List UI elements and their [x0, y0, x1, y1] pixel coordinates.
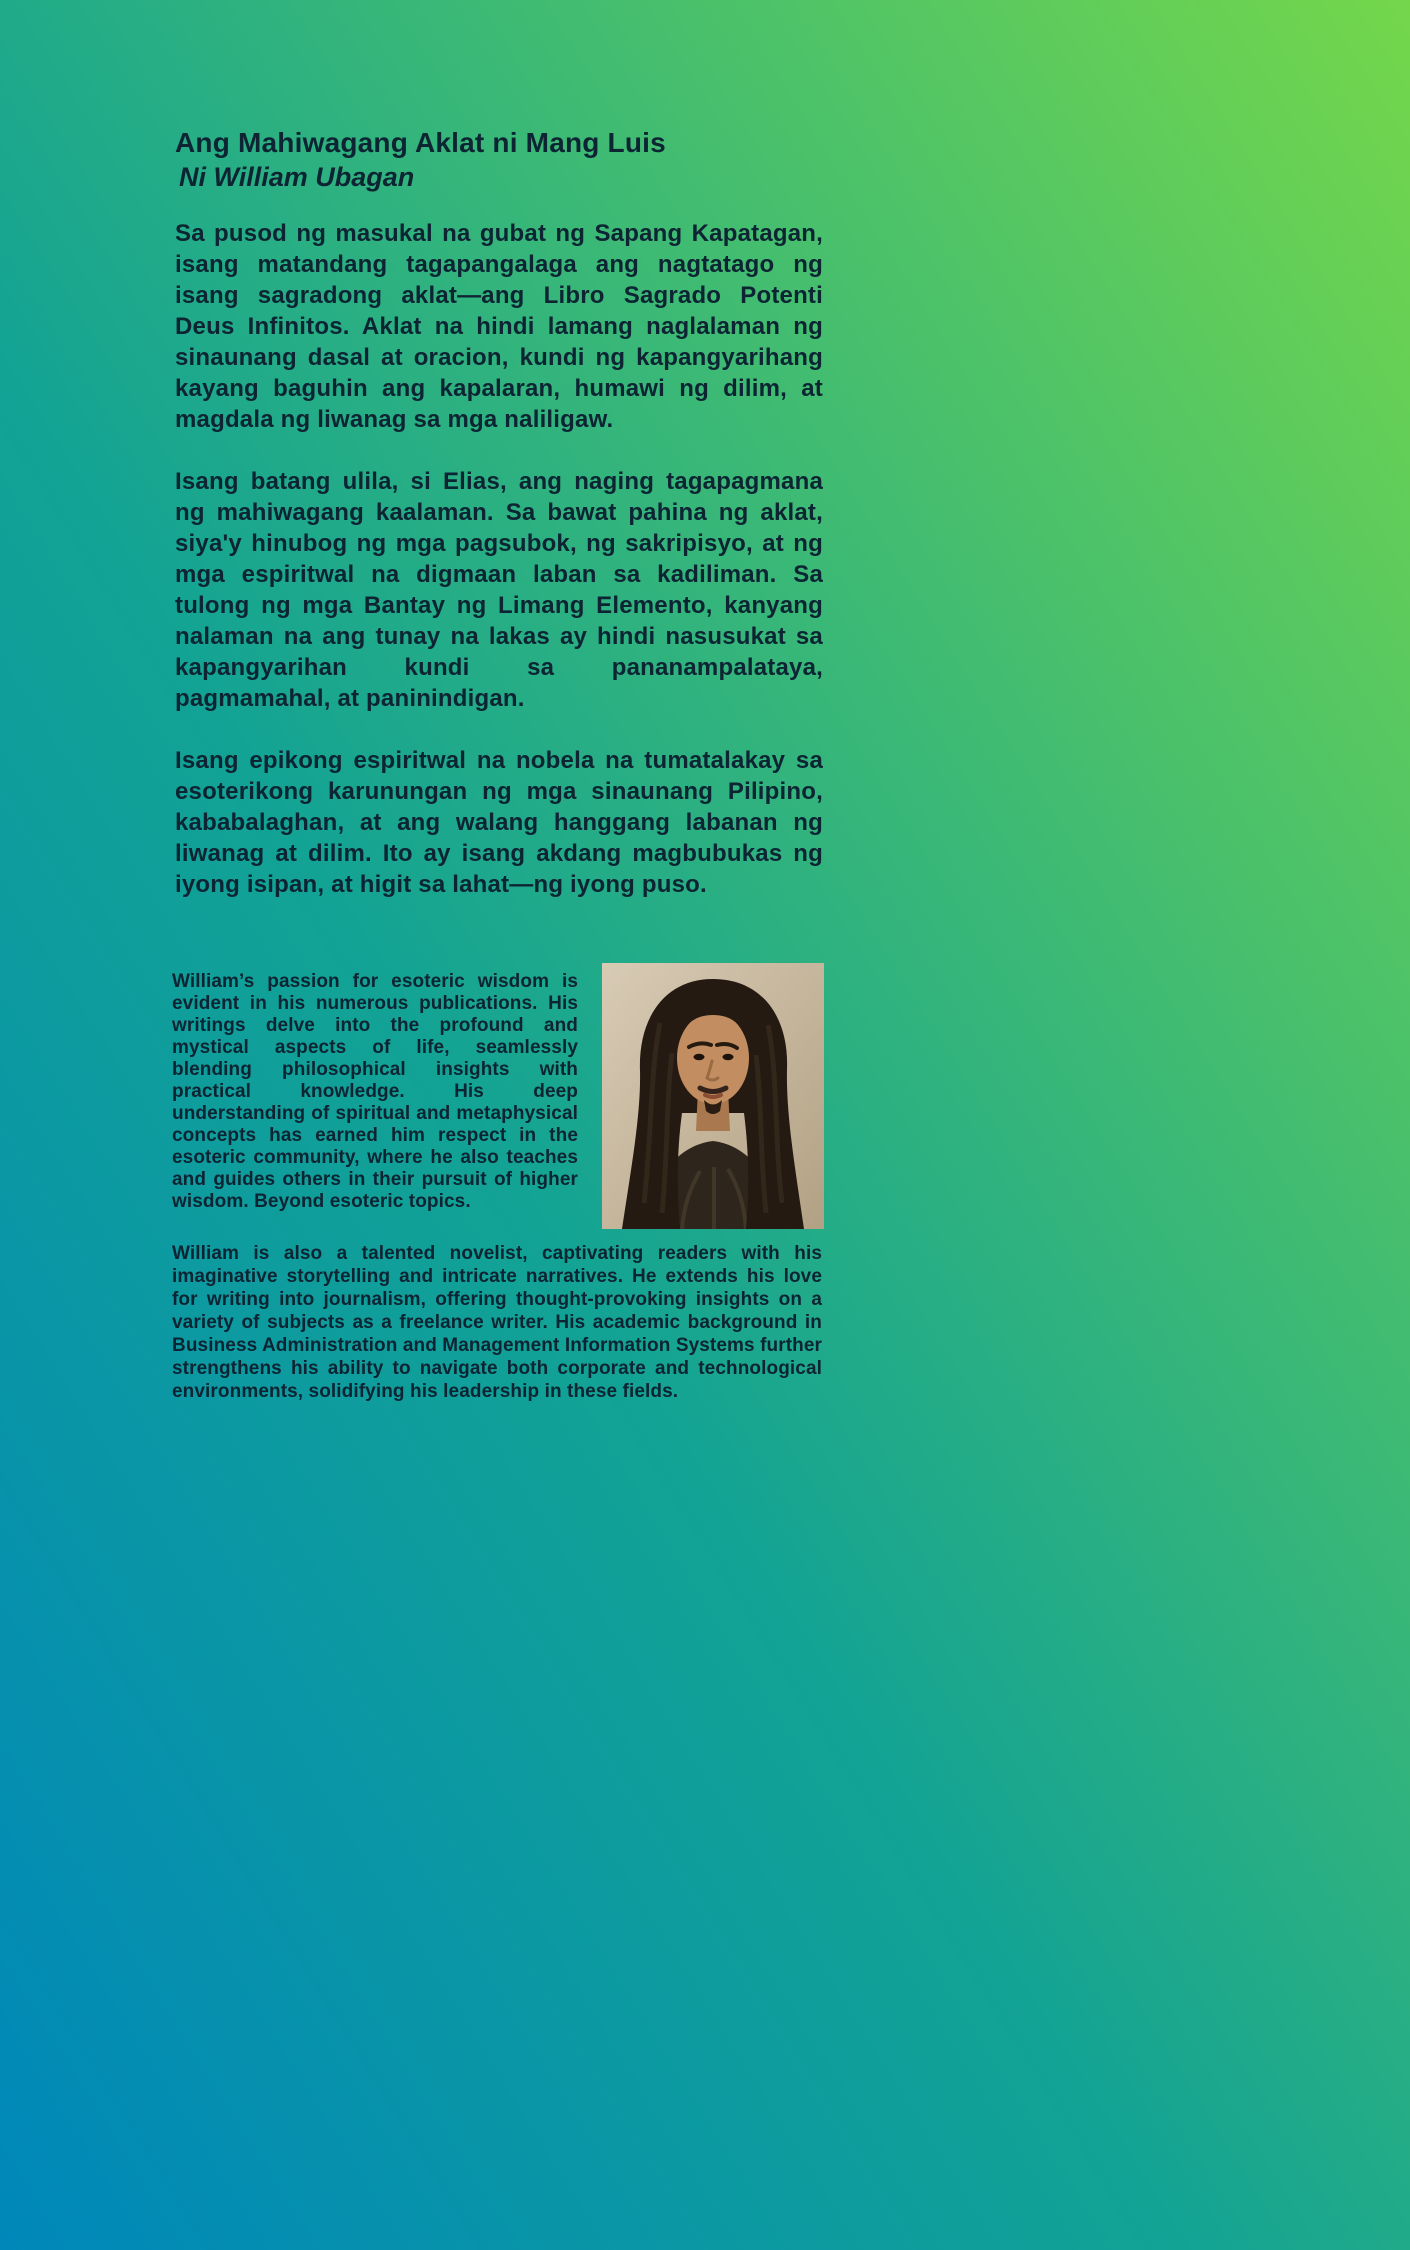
synopsis — [175, 218, 823, 900]
synopsis-paragraph-2: Isang batang ulila, si Elias, ang naging tagapagmana ng mahiwagang kaalaman. Sa bawat pahina ng aklat, siya'y hinubog ng mga pagsubok, ng sakripisyo, at ng mga espiritwal na digmaan laban sa kadiliman. Sa tulong ng mga Bantay ng Limang Elemento, kanyang nalaman na ang tunay na lakas ay hindi nasusukat sa kapangyarihan kundi sa pananampalataya, pagmamahal, at paninindigan. — [175, 468, 823, 712]
synopsis-paragraph-1: Sa pusod ng masukal na gubat ng Sapang Kapatagan, isang matandang tagapangalaga ang nagtatago ng isang sagradong aklat—ang Libro Sagrado Potenti Deus Infinitos. Aklat na hindi lamang naglalaman ng sinaunang dasal at oracion, kundi ng kapangyarihang kayang baguhin ang kapalaran, humawi ng dilim, at magdala ng liwanag sa mga naliligaw. — [175, 220, 823, 433]
book-byline: Ni William Ubagan — [179, 162, 415, 192]
author-bio-continued: William is also a talented novelist, captivating readers with his imaginative storytelling and intricate narratives. He extends his love for writing into journalism, offering thought-provoking insights on a variety of subjects as a freelance writer. His academic background in Business Administration and Management Information Systems further strengthens his ability to navigate both corporate and technological environments, solidifying his leadership in these fields. — [172, 1243, 822, 1402]
author-portrait-photo — [602, 963, 824, 1229]
synopsis-paragraph-3: Isang epikong espiritwal na nobela na tumatalakay sa esoterikong karunungan ng mga sinaunang Pilipino, kababalaghan, at ang walang hanggang labanan ng liwanag at dilim. Ito ay isang akdang magbubukas ng iyong isipan, at higit sa lahat—ng iyong puso. — [175, 747, 823, 898]
author-portrait-illustration — [602, 963, 824, 1229]
title-block — [175, 126, 825, 194]
author-bio: William’s passion for esoteric wisdom is evident in his numerous publications. His writings delve into the profound and mystical aspects of life, seamlessly blending philosophical insights with practical knowledge. His deep understanding of spiritual and metaphysical concepts has earned him respect in the esoteric community, where he also teaches and guides others in their pursuit of higher wisdom. Beyond esoteric topics. — [172, 971, 578, 1212]
book-title: Ang Mahiwagang Aklat ni Mang Luis — [175, 127, 666, 158]
author-section — [172, 963, 824, 1229]
